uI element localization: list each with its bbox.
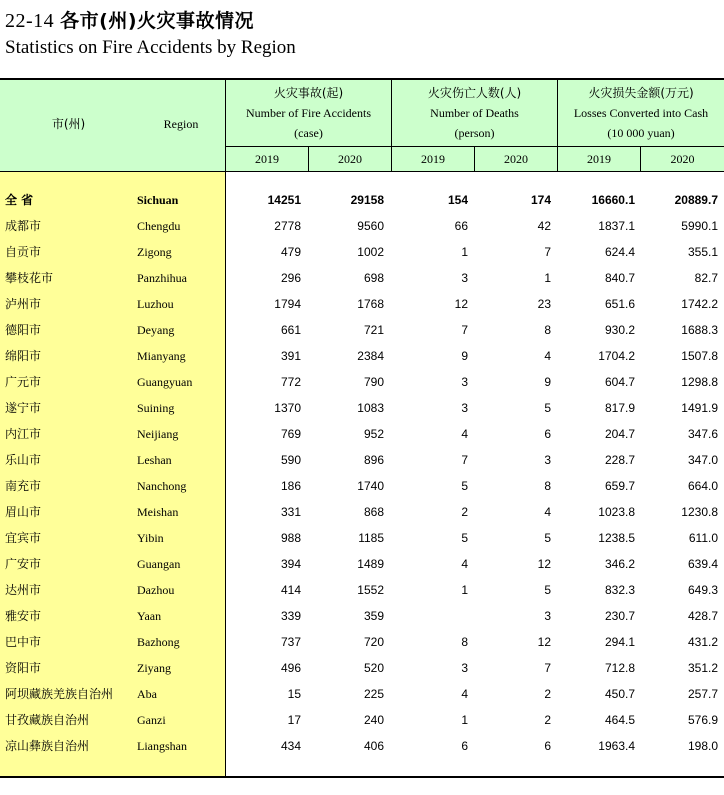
- region-name-en: Deyang: [137, 323, 175, 337]
- value-cell: 624.4: [604, 245, 635, 259]
- value-cell: 66: [454, 219, 468, 233]
- value-cell: 296: [280, 271, 301, 285]
- value-cell: 1742.2: [681, 297, 718, 311]
- table-row: [0, 629, 724, 655]
- table-row-total: [0, 187, 724, 213]
- value-cell: 2778: [274, 219, 301, 233]
- table-row: [0, 525, 724, 551]
- value-cell: 29158: [350, 193, 384, 207]
- region-name-en: Zigong: [137, 245, 172, 259]
- region-name-en: Dazhou: [137, 583, 175, 597]
- value-cell: 8: [544, 479, 551, 493]
- value-cell: 12: [454, 297, 468, 311]
- value-cell: 659.7: [604, 479, 635, 493]
- value-cell: 450.7: [604, 687, 635, 701]
- value-cell: 240: [363, 713, 384, 727]
- value-cell: 496: [280, 661, 301, 675]
- value-cell: 930.2: [604, 323, 635, 337]
- value-cell: 8: [461, 635, 468, 649]
- region-name-cn: 眉山市: [5, 505, 42, 519]
- region-name-en: Ganzi: [137, 713, 166, 727]
- value-cell: 2: [544, 687, 551, 701]
- value-cell: 4: [461, 687, 468, 701]
- value-cell: 7: [544, 661, 551, 675]
- region-name-cn: 攀枝花市: [5, 271, 54, 285]
- value-cell: 1: [461, 583, 468, 597]
- value-cell: 431.2: [687, 635, 718, 649]
- value-cell: 204.7: [604, 427, 635, 441]
- value-cell: 2: [544, 713, 551, 727]
- value-cell: 1370: [274, 401, 301, 415]
- value-cell: 12: [537, 635, 551, 649]
- value-cell: 832.3: [604, 583, 635, 597]
- value-cell: 1963.4: [598, 739, 635, 753]
- value-cell: 4: [544, 505, 551, 519]
- value-cell: 720: [363, 635, 384, 649]
- header-city-cn: 市(州): [51, 117, 86, 131]
- value-cell: 896: [363, 453, 384, 467]
- value-cell: 1: [461, 245, 468, 259]
- table-row: [0, 499, 724, 525]
- value-cell: 1083: [357, 401, 384, 415]
- table-row: [0, 395, 724, 421]
- value-cell: 406: [363, 739, 384, 753]
- header-region: Region: [163, 117, 199, 131]
- region-name-en: Yibin: [137, 531, 164, 545]
- table-bottom-rule: [0, 776, 724, 778]
- value-cell: 154: [447, 193, 468, 207]
- region-name-cn: 甘孜藏族自治州: [5, 713, 90, 727]
- value-cell: 649.3: [687, 583, 718, 597]
- region-name-en: Aba: [137, 687, 157, 701]
- value-cell: 772: [280, 375, 301, 389]
- value-cell: 3: [461, 375, 468, 389]
- value-cell: 7: [544, 245, 551, 259]
- value-cell: 4: [461, 557, 468, 571]
- table-number: 22-14: [5, 10, 55, 32]
- region-name-cn: 乐山市: [5, 453, 42, 467]
- value-cell: 331: [280, 505, 301, 519]
- header-group-fire-accidents: 火灾事故(起) Number of Fire Accidents (case): [246, 86, 371, 140]
- region-name-en: Liangshan: [137, 739, 187, 753]
- value-cell: 1837.1: [598, 219, 635, 233]
- value-cell: 721: [363, 323, 384, 337]
- value-cell: 20889.7: [674, 193, 718, 207]
- table-row: [0, 369, 724, 395]
- value-cell: 198.0: [687, 739, 718, 753]
- value-cell: 394: [280, 557, 301, 571]
- region-name-cn: 南充市: [5, 479, 42, 493]
- table-row: [0, 681, 724, 707]
- region-name-cn: 德阳市: [5, 323, 42, 337]
- table-header: [0, 80, 724, 172]
- value-cell: 2: [461, 505, 468, 519]
- value-cell: 3: [544, 609, 551, 623]
- value-cell: 661: [280, 323, 301, 337]
- value-cell: 651.6: [604, 297, 635, 311]
- region-name-en: Ziyang: [137, 661, 171, 675]
- value-cell: 5: [461, 479, 468, 493]
- value-cell: 5: [544, 583, 551, 597]
- value-cell: 1507.8: [681, 349, 718, 363]
- region-name-en: Sichuan: [137, 193, 179, 207]
- value-cell: 12: [537, 557, 551, 571]
- value-cell: 790: [363, 375, 384, 389]
- region-name-en: Bazhong: [137, 635, 180, 649]
- value-cell: 479: [280, 245, 301, 259]
- value-cell: 664.0: [687, 479, 718, 493]
- region-name-cn: 自贡市: [5, 245, 42, 259]
- value-cell: 174: [530, 193, 551, 207]
- value-cell: 225: [363, 687, 384, 701]
- region-name-cn: 凉山彝族自治州: [5, 739, 90, 753]
- region-name-en: Meishan: [137, 505, 179, 519]
- value-cell: 8: [544, 323, 551, 337]
- table-title-cn: [5, 6, 254, 33]
- value-cell: 1023.8: [598, 505, 635, 519]
- region-name-en: Nanchong: [137, 479, 187, 493]
- value-cell: 639.4: [687, 557, 718, 571]
- value-cell: 5: [544, 531, 551, 545]
- table-row: [0, 733, 724, 759]
- table-row: [0, 317, 724, 343]
- title-cn-text: 各市(州)火灾事故情况: [60, 10, 255, 32]
- header-vline: [557, 80, 558, 172]
- value-cell: 590: [280, 453, 301, 467]
- region-name-cn: 宜宾市: [5, 531, 42, 545]
- region-name-cn: 巴中市: [5, 635, 42, 649]
- header-group-losses: 火灾损失金额(万元) Losses Converted into Cash (10 000 yuan): [573, 86, 709, 140]
- table-row: [0, 213, 724, 239]
- table-title-en: Statistics on Fire Accidents by Region: [5, 37, 296, 58]
- value-cell: 840.7: [604, 271, 635, 285]
- value-cell: 5: [461, 531, 468, 545]
- table-row: [0, 291, 724, 317]
- region-name-cn: 成都市: [5, 219, 42, 233]
- value-cell: 5990.1: [681, 219, 718, 233]
- table-row: [0, 265, 724, 291]
- header-vline: [225, 80, 226, 172]
- value-cell: 988: [280, 531, 301, 545]
- region-name-en: Luzhou: [137, 297, 174, 311]
- region-name-en: Suining: [137, 401, 175, 415]
- value-cell: 9: [461, 349, 468, 363]
- value-cell: 1238.5: [598, 531, 635, 545]
- region-name-cn: 绵阳市: [5, 349, 42, 363]
- value-cell: 15: [287, 687, 301, 701]
- table-row: [0, 447, 724, 473]
- value-cell: 2384: [357, 349, 384, 363]
- value-cell: 7: [461, 323, 468, 337]
- value-cell: 347.0: [687, 453, 718, 467]
- value-cell: 16660.1: [591, 193, 635, 207]
- value-cell: 1230.8: [681, 505, 718, 519]
- value-cell: 1: [461, 713, 468, 727]
- region-name-en: Yaan: [137, 609, 162, 623]
- region-name-en: Chengdu: [137, 219, 181, 233]
- region-name-cn: 内江市: [5, 427, 42, 441]
- value-cell: 294.1: [604, 635, 635, 649]
- region-name-cn: 广元市: [5, 375, 42, 389]
- region-name-en: Mianyang: [137, 349, 186, 363]
- value-cell: 82.7: [694, 271, 718, 285]
- header-year: 2020: [338, 152, 362, 166]
- value-cell: 1489: [357, 557, 384, 571]
- value-cell: 712.8: [604, 661, 635, 675]
- value-cell: 391: [280, 349, 301, 363]
- value-cell: 9560: [357, 219, 384, 233]
- value-cell: 3: [461, 271, 468, 285]
- value-cell: 186: [280, 479, 301, 493]
- value-cell: 3: [461, 661, 468, 675]
- value-cell: 952: [363, 427, 384, 441]
- value-cell: 4: [461, 427, 468, 441]
- region-name-en: Leshan: [137, 453, 172, 467]
- header-vline: [308, 146, 309, 172]
- header-vline: [640, 146, 641, 172]
- value-cell: 464.5: [604, 713, 635, 727]
- table-row: [0, 603, 724, 629]
- region-name-cn: 泸州市: [5, 297, 42, 311]
- value-cell: 347.6: [687, 427, 718, 441]
- value-cell: 414: [280, 583, 301, 597]
- value-cell: 604.7: [604, 375, 635, 389]
- value-cell: 520: [363, 661, 384, 675]
- region-name-cn: 广安市: [5, 557, 42, 571]
- value-cell: 17: [287, 713, 301, 727]
- region-name-en: Neijiang: [137, 427, 179, 441]
- table-row: [0, 343, 724, 369]
- value-cell: 228.7: [604, 453, 635, 467]
- value-cell: 1491.9: [681, 401, 718, 415]
- value-cell: 230.7: [604, 609, 635, 623]
- value-cell: 6: [544, 427, 551, 441]
- value-cell: 6: [544, 739, 551, 753]
- value-cell: 3: [461, 401, 468, 415]
- region-name-cn: 雅安市: [5, 609, 42, 623]
- value-cell: 1740: [357, 479, 384, 493]
- header-year: 2019: [421, 152, 445, 166]
- value-cell: 1: [544, 271, 551, 285]
- region-name-cn: 达州市: [5, 583, 42, 597]
- value-cell: 346.2: [604, 557, 635, 571]
- value-cell: 6: [461, 739, 468, 753]
- value-cell: 737: [280, 635, 301, 649]
- value-cell: 1185: [358, 531, 384, 545]
- value-cell: 817.9: [604, 401, 635, 415]
- value-cell: 42: [537, 219, 551, 233]
- table-row: [0, 421, 724, 447]
- value-cell: 1298.8: [681, 375, 718, 389]
- value-cell: 1552: [357, 583, 384, 597]
- value-cell: 351.2: [687, 661, 718, 675]
- value-cell: 434: [280, 739, 301, 753]
- region-name-en: Guangan: [137, 557, 181, 571]
- table-body: [0, 187, 724, 759]
- value-cell: 769: [280, 427, 301, 441]
- value-cell: 1688.3: [681, 323, 718, 337]
- value-cell: 1704.2: [598, 349, 635, 363]
- value-cell: 7: [461, 453, 468, 467]
- value-cell: 14251: [267, 193, 301, 207]
- value-cell: 428.7: [687, 609, 718, 623]
- region-name-en: Guangyuan: [137, 375, 193, 389]
- value-cell: 23: [537, 297, 551, 311]
- value-cell: 257.7: [687, 687, 718, 701]
- value-cell: 698: [363, 271, 384, 285]
- header-vline: [474, 146, 475, 172]
- header-group-deaths: 火灾伤亡人数(人) Number of Deaths (person): [427, 86, 522, 140]
- value-cell: 1002: [357, 245, 384, 259]
- value-cell: 3: [544, 453, 551, 467]
- table-row: [0, 551, 724, 577]
- value-cell: 1768: [357, 297, 384, 311]
- table-row: [0, 239, 724, 265]
- value-cell: 868: [363, 505, 384, 519]
- table-row: [0, 577, 724, 603]
- region-name-cn: 遂宁市: [5, 401, 42, 415]
- header-year: 2020: [504, 152, 528, 166]
- value-cell: 4: [544, 349, 551, 363]
- header-year: 2019: [255, 152, 279, 166]
- value-cell: 339: [280, 609, 301, 623]
- value-cell: 1794: [274, 297, 301, 311]
- table-row: [0, 707, 724, 733]
- region-name-cn: 资阳市: [5, 661, 42, 675]
- value-cell: 355.1: [687, 245, 718, 259]
- table-row: [0, 655, 724, 681]
- value-cell: 576.9: [687, 713, 718, 727]
- value-cell: 5: [544, 401, 551, 415]
- table-row: [0, 473, 724, 499]
- header-vline: [391, 80, 392, 172]
- value-cell: 9: [544, 375, 551, 389]
- region-name-cn: 阿坝藏族羌族自治州: [5, 687, 114, 701]
- region-name-cn: 全 省: [5, 193, 34, 207]
- header-year: 2019: [587, 152, 611, 166]
- value-cell: 359: [363, 609, 384, 623]
- region-name-en: Panzhihua: [137, 271, 187, 285]
- header-year: 2020: [670, 152, 695, 166]
- value-cell: 611.0: [688, 531, 718, 545]
